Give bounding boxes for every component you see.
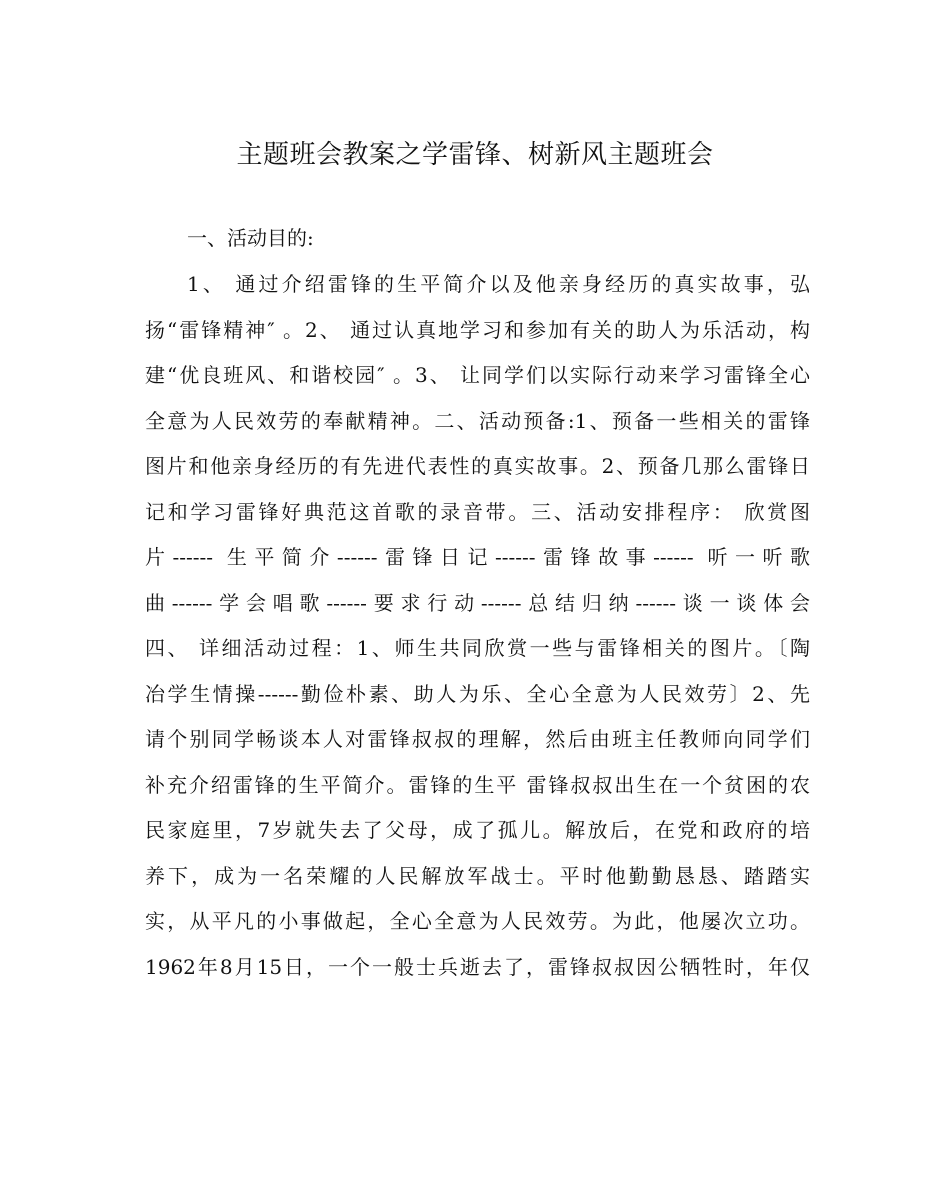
body-line: 养下，成为一名荣耀的人民解放军战士。平时他勤勤恳恳、踏踏实 [145, 863, 810, 888]
body-line: 记和学习雷锋好典范这首歌的录音带。三、活动安排程序： 欣赏图 [145, 499, 810, 524]
body-line: 请个别同学畅谈本人对雷锋叔叔的理解，然后由班主任教师向同学们 [145, 727, 810, 751]
body-line: 图片和他亲身经历的有先进代表性的真实故事。2、预备几那么雷锋日 [145, 454, 810, 478]
body-line: 片------ 生平简介------雷锋日记------雷锋故事------ 听一听歌 [145, 545, 810, 569]
body-text [145, 270, 810, 998]
body-line: 四、 详细活动过程：1、师生共同欣赏一些与雷锋相关的图片。〔陶 [145, 636, 810, 660]
body-line: 实，从平凡的小事做起，全心全意为人民效劳。为此，他屡次立功。 [145, 909, 810, 933]
body-line: 1962年8月15日，一个一般士兵逝去了，雷锋叔叔因公牺牲时，年仅 [145, 954, 810, 979]
body-line: 全意为人民效劳的奉献精神。二、活动预备:1、预备一些相关的雷锋 [145, 408, 810, 433]
section-heading: 一、活动目的: [187, 226, 314, 250]
body-line: 扬“雷锋精神″ 。2、 通过认真地学习和参加有关的助人为乐活动，构 [145, 317, 810, 342]
document-title: 主题班会教案之学雷锋、树新风主题班会 [236, 140, 714, 170]
body-line: 建“优良班风、和谐校园″ 。3、 让同学们以实际行动来学习雷锋全心 [145, 363, 810, 387]
body-line: 民家庭里，7岁就失去了父母，成了孤儿。解放后，在党和政府的培 [145, 818, 810, 842]
body-line: 冶学生情操------勤俭朴素、助人为乐、全心全意为人民效劳〕2、先 [145, 681, 810, 706]
body-line: 曲------学会唱歌------要求行动------总结归纳------谈一谈体会 [145, 590, 810, 615]
body-line: 补充介绍雷锋的生平简介。雷锋的生平 雷锋叔叔出生在一个贫困的农 [145, 772, 810, 797]
body-line: 1、 通过介绍雷锋的生平简介以及他亲身经历的真实故事，弘 [187, 272, 810, 296]
